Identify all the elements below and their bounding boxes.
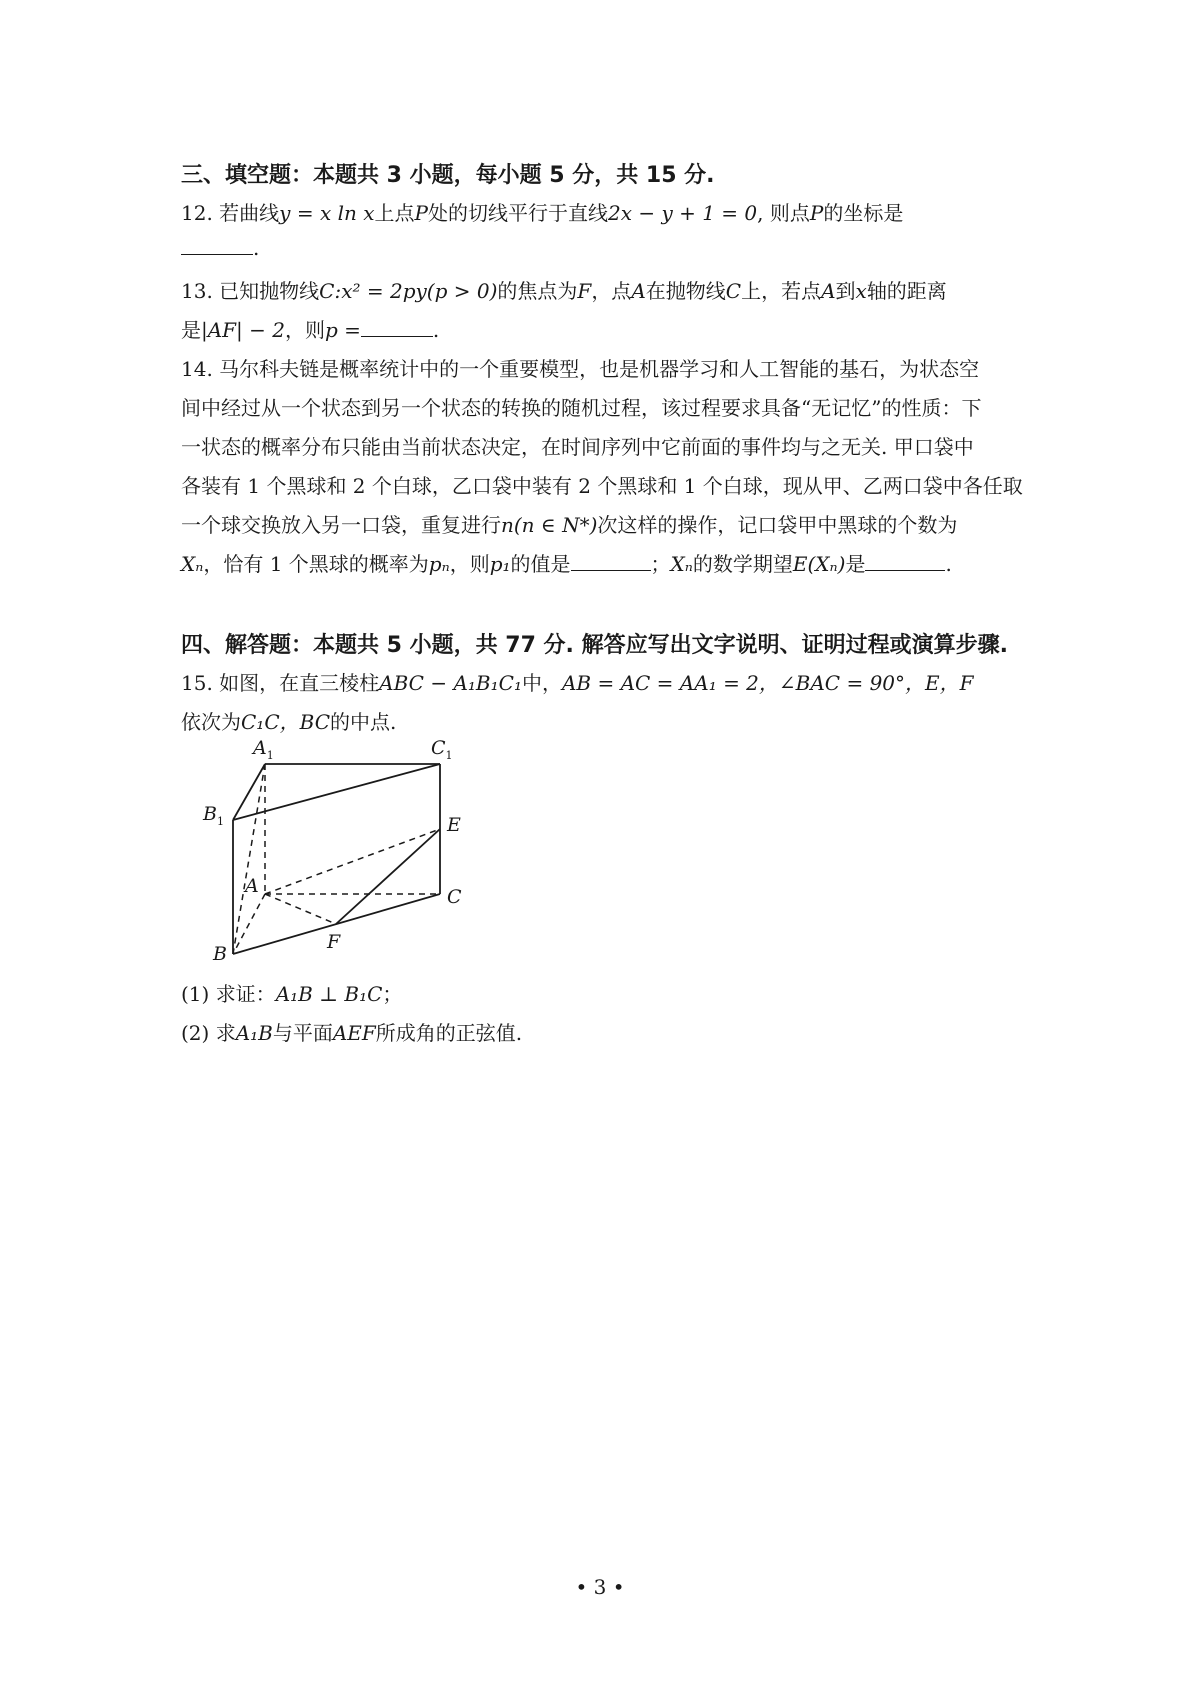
edge-a-f bbox=[265, 894, 336, 924]
q12-line-eq: 2x − y + 1 = 0 bbox=[607, 201, 758, 225]
page-number: • 3 • bbox=[575, 1575, 625, 1599]
q12-line-2 bbox=[181, 236, 259, 260]
edge-a-b bbox=[233, 894, 265, 954]
q15-text: (2) 求 bbox=[181, 1021, 236, 1045]
q15-segment: A₁B bbox=[235, 1021, 273, 1045]
q12-point: P bbox=[414, 201, 428, 225]
q14-line-2: 间中经过从一个状态到另一个状态的转换的随机过程，该过程要求具备“无记忆”的性质：下 bbox=[181, 396, 982, 420]
q13-line-1 bbox=[181, 275, 947, 304]
q14-xn: Xₙ bbox=[670, 552, 693, 576]
q14-text: ，恰有 1 个黑球的概率为 bbox=[203, 552, 429, 576]
q14-pn: pₙ bbox=[428, 552, 450, 576]
q13-line-2 bbox=[181, 314, 439, 343]
q14-answer-blank-2[interactable] bbox=[865, 552, 945, 571]
q15-text: 的中点. bbox=[330, 710, 397, 734]
q15-text: 所成角的正弦值. bbox=[375, 1021, 523, 1045]
q13-curve: C bbox=[725, 279, 742, 303]
q15-text: 依次为 bbox=[181, 710, 241, 734]
q15-prism: ABC − A₁B₁C₁ bbox=[379, 671, 522, 695]
q12-text: 若曲线 bbox=[219, 201, 280, 225]
q13-text: ，则 bbox=[285, 318, 325, 342]
q13-number: 13. bbox=[181, 279, 213, 303]
q14-text: ； bbox=[650, 552, 671, 576]
q13-point: A bbox=[631, 279, 646, 303]
edge-b1-c1 bbox=[233, 764, 440, 820]
q15-conditions: AB = AC = AA₁ = 2，∠BAC = 90°，E，F bbox=[561, 671, 974, 695]
q13-focus: F bbox=[577, 279, 592, 303]
q14-text: 的数学期望 bbox=[692, 552, 793, 576]
q15-line-1 bbox=[181, 667, 974, 696]
q13-parabola: C:x² = 2py(p > 0) bbox=[319, 279, 498, 303]
q13-answer-blank[interactable] bbox=[361, 318, 433, 337]
q13-text: 已知抛物线 bbox=[219, 279, 320, 303]
q15-part-2 bbox=[181, 1017, 522, 1046]
q12-curve: y = x ln x bbox=[279, 201, 375, 225]
q12-text: , 则点 bbox=[757, 201, 810, 225]
q15-text: 如图，在直三棱柱 bbox=[219, 671, 380, 695]
q13-text: 在抛物线 bbox=[645, 279, 726, 303]
q12-text: 的坐标是 bbox=[823, 201, 904, 225]
q12-line-1 bbox=[181, 197, 903, 226]
q15-part-1 bbox=[181, 978, 402, 1007]
label-f: F bbox=[327, 931, 341, 953]
edge-b1-a1 bbox=[233, 764, 265, 820]
q15-text: 中， bbox=[521, 671, 562, 695]
label-a1: $A_1$ bbox=[253, 737, 274, 762]
q15-text: ； bbox=[382, 982, 403, 1006]
q15-plane: AEF bbox=[332, 1021, 376, 1045]
q14-text: 的值是 bbox=[510, 552, 571, 576]
q14-expectation: E(Xₙ) bbox=[792, 552, 846, 576]
q12-text: 上点 bbox=[374, 201, 415, 225]
section-3-title: 三、填空题：本题共 3 小题，每小题 5 分，共 15 分. bbox=[181, 163, 715, 188]
q14-text: 是 bbox=[845, 552, 866, 576]
q12-answer-blank[interactable] bbox=[181, 236, 253, 255]
q15-text: 与平面 bbox=[272, 1021, 333, 1045]
q12-period: . bbox=[253, 236, 260, 260]
q13-distance: |AF| − 2 bbox=[201, 318, 285, 342]
q13-text: 是 bbox=[181, 318, 201, 342]
q12-point: P bbox=[809, 201, 824, 225]
q14-line-4: 各装有 1 个黑球和 2 个白球，乙口袋中装有 2 个黑球和 1 个白球，现从甲、乙两口袋中各任取 bbox=[181, 474, 1023, 498]
q15-number: 15. bbox=[181, 671, 213, 695]
q14-line-3: 一状态的概率分布只能由当前状态决定，在时间序列中它前面的事件均与之无关. 甲口袋中 bbox=[181, 435, 974, 459]
q14-number: 14. bbox=[181, 357, 213, 381]
edge-a-e bbox=[265, 829, 440, 894]
q15-perpendicular: A₁B ⊥ B₁C bbox=[275, 982, 383, 1006]
q14-period: . bbox=[945, 552, 952, 576]
label-a: A bbox=[245, 875, 259, 897]
q13-text: 的焦点为 bbox=[497, 279, 578, 303]
q14-xn: Xₙ bbox=[181, 552, 204, 576]
q15-text: (1) 求证： bbox=[181, 982, 276, 1006]
q14-p1: p₁ bbox=[489, 552, 511, 576]
q13-period: . bbox=[432, 318, 440, 342]
q14-line-1 bbox=[181, 353, 979, 382]
q13-p: p = bbox=[325, 318, 361, 342]
q14-text: 一个球交换放入另一口袋，重复进行 bbox=[181, 513, 501, 537]
prism-figure bbox=[195, 730, 462, 965]
q14-line-5 bbox=[181, 509, 957, 538]
q13-text: ，点 bbox=[591, 279, 632, 303]
q13-text: 上，若点 bbox=[741, 279, 822, 303]
q14-text: 次这样的操作，记口袋甲中黑球的个数为 bbox=[597, 513, 958, 537]
label-e: E bbox=[447, 814, 461, 836]
q13-point: A bbox=[821, 279, 836, 303]
label-c1: $C_1$ bbox=[431, 737, 453, 762]
q15-segments: C₁C，BC bbox=[241, 710, 330, 734]
label-b: B bbox=[213, 943, 227, 965]
q14-text: ，则 bbox=[449, 552, 490, 576]
q14-text: 马尔科夫链是概率统计中的一个重要模型，也是机器学习和人工智能的基石，为状态空 bbox=[219, 357, 980, 381]
label-c: C bbox=[447, 886, 462, 908]
section-4-title: 四、解答题：本题共 5 小题，共 77 分. 解答应写出文字说明、证明过程或演算步骤. bbox=[181, 633, 1008, 658]
q13-text: 到 bbox=[835, 279, 856, 303]
q14-line-6 bbox=[181, 548, 952, 577]
q13-axis: x bbox=[855, 279, 867, 303]
q14-n: n(n ∈ N*) bbox=[501, 513, 598, 537]
label-b1: $B_1$ bbox=[203, 803, 224, 828]
q14-answer-blank-1[interactable] bbox=[571, 552, 651, 571]
q13-text: 轴的距离 bbox=[866, 279, 947, 303]
q12-number: 12. bbox=[181, 201, 213, 225]
q12-text: 处的切线平行于直线 bbox=[427, 201, 608, 225]
